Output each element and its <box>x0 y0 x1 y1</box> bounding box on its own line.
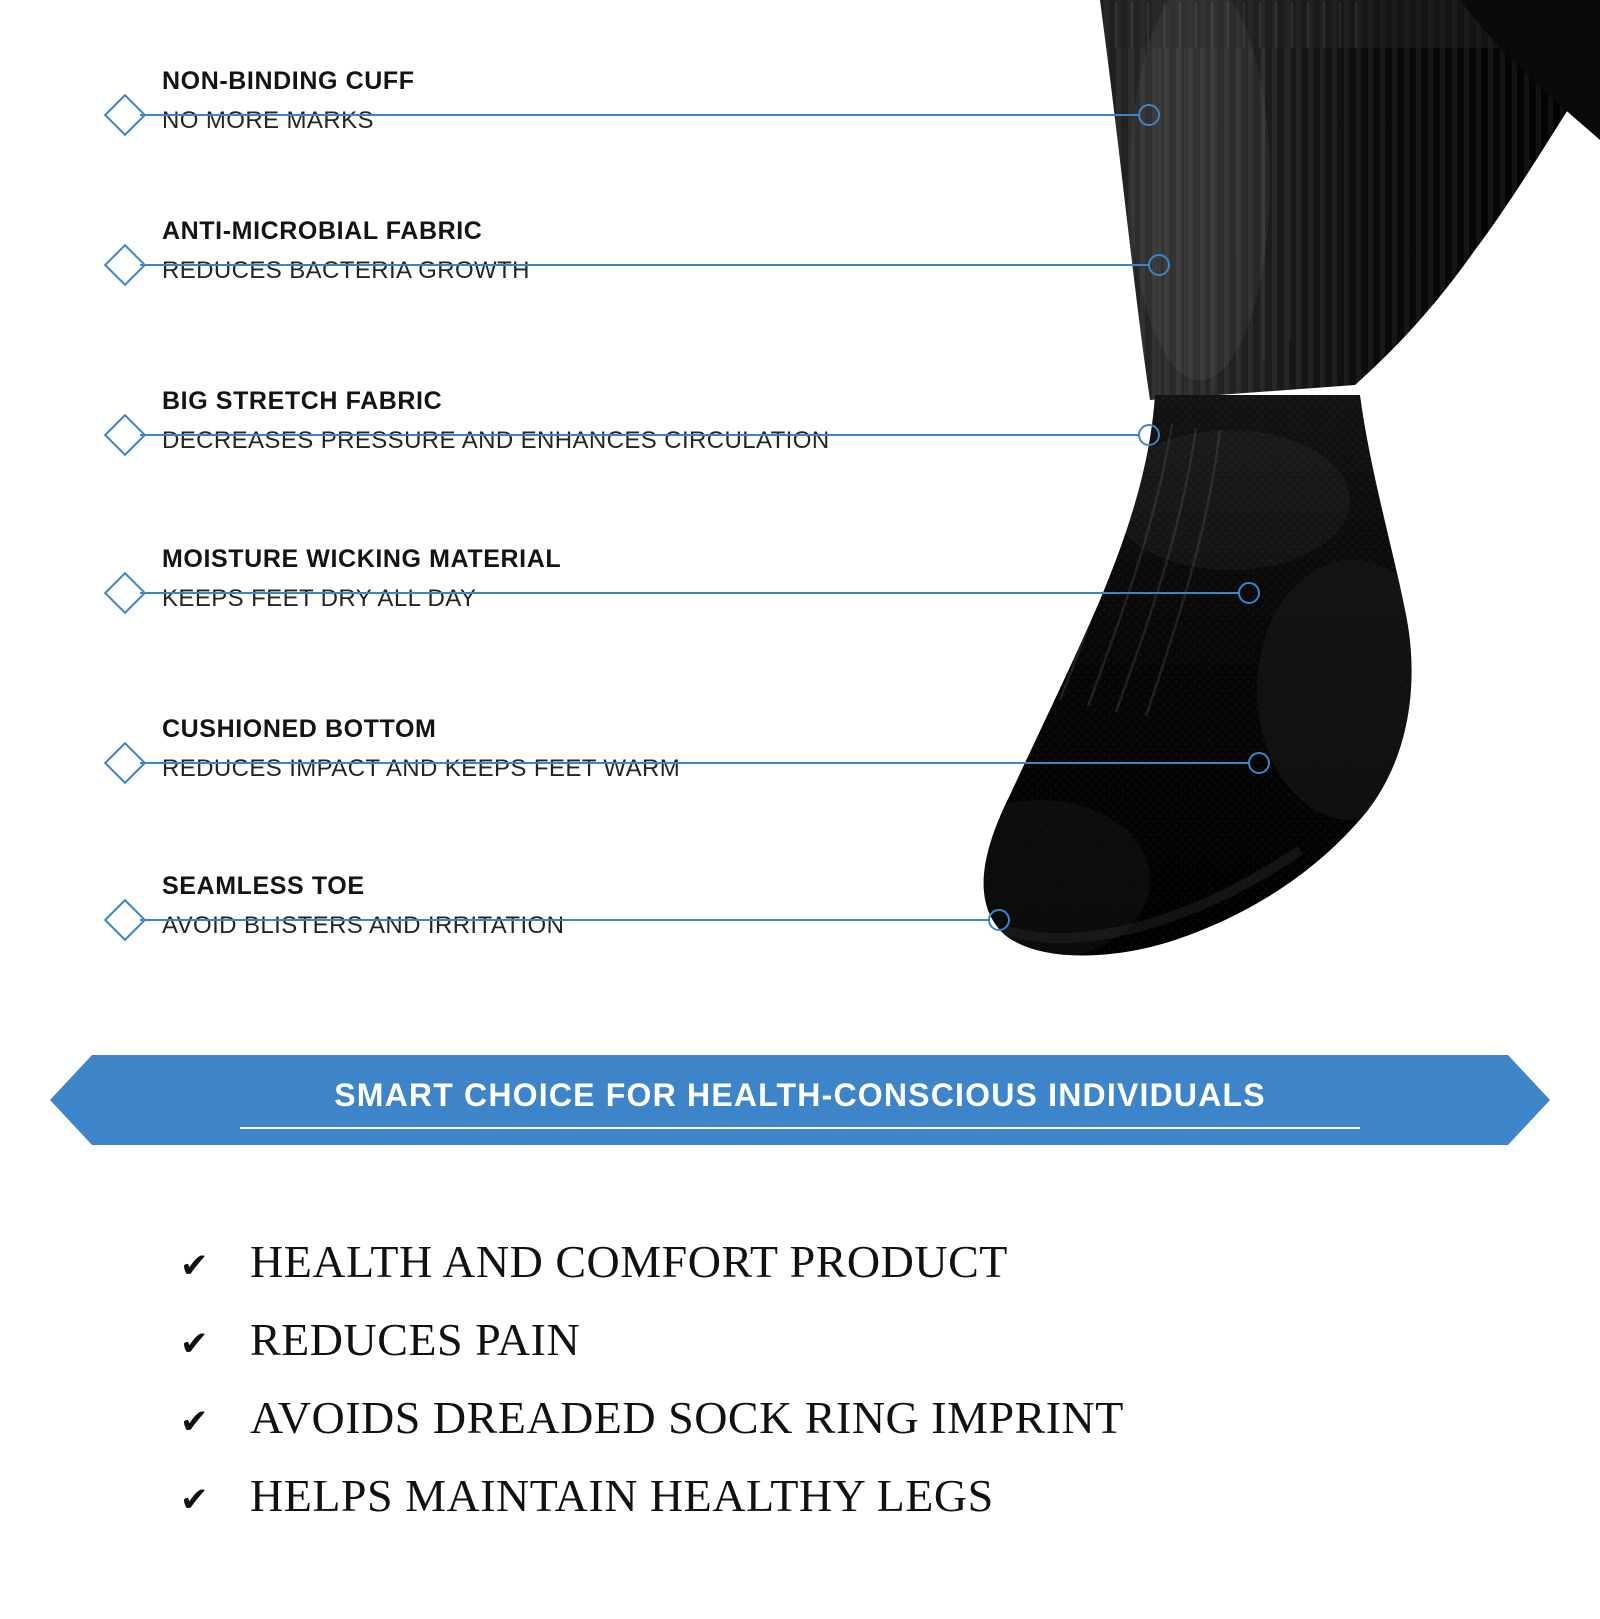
callout-title: BIG STRETCH FABRIC <box>162 387 443 415</box>
callout-marker-stretch <box>1138 424 1160 446</box>
check-icon: ✔ <box>180 1480 209 1520</box>
callout-subtitle: KEEPS FEET DRY ALL DAY <box>162 585 477 612</box>
callout-leader-line <box>140 114 1140 116</box>
callout-text <box>162 712 680 786</box>
callout-title: ANTI-MICROBIAL FABRIC <box>162 217 483 245</box>
callout-leader-line <box>140 592 1240 594</box>
check-icon: ✔ <box>180 1246 209 1286</box>
callout-text <box>162 542 561 616</box>
list-item <box>180 1313 1440 1391</box>
callout-title: CUSHIONED BOTTOM <box>162 715 437 743</box>
callout-title: SEAMLESS TOE <box>162 872 365 900</box>
callout-marker-cushion <box>1248 752 1270 774</box>
benefit-list <box>180 1235 1440 1547</box>
callout-subtitle: REDUCES IMPACT AND KEEPS FEET WARM <box>162 755 681 782</box>
callout-marker-antimicrobial <box>1148 254 1170 276</box>
list-item <box>180 1469 1440 1547</box>
list-item <box>180 1235 1440 1313</box>
callout-text <box>162 869 564 943</box>
callout-leader-line <box>140 762 1250 764</box>
callout-subtitle: NO MORE MARKS <box>162 107 374 134</box>
banner-title: SMART CHOICE FOR HEALTH-CONSCIOUS INDIVIDUALS <box>334 1076 1266 1113</box>
callout-text <box>162 214 530 288</box>
callout-marker-moisture <box>1238 582 1260 604</box>
callout-subtitle: DECREASES PRESSURE AND ENHANCES CIRCULATION <box>162 427 830 454</box>
callout-marker-cuff <box>1138 104 1160 126</box>
callout-text <box>162 64 415 138</box>
callout-leader-line <box>140 264 1150 266</box>
list-item-label: REDUCES PAIN <box>250 1314 581 1365</box>
callout-leader-line <box>140 434 1140 436</box>
callout-text <box>162 384 830 458</box>
list-item <box>180 1391 1440 1469</box>
callout-leader-line <box>140 919 990 921</box>
check-icon: ✔ <box>180 1324 209 1364</box>
callout-title: NON-BINDING CUFF <box>162 67 415 95</box>
banner-underline <box>240 1127 1360 1129</box>
list-item-label: HEALTH AND COMFORT PRODUCT <box>250 1236 1008 1287</box>
banner <box>50 1055 1550 1145</box>
list-item-label: HELPS MAINTAIN HEALTHY LEGS <box>250 1470 994 1521</box>
callout-subtitle: REDUCES BACTERIA GROWTH <box>162 257 530 284</box>
callout-title: MOISTURE WICKING MATERIAL <box>162 545 562 573</box>
callout-subtitle: AVOID BLISTERS AND IRRITATION <box>162 912 565 939</box>
check-icon: ✔ <box>180 1402 209 1442</box>
callout-marker-toe <box>988 909 1010 931</box>
list-item-label: AVOIDS DREADED SOCK RING IMPRINT <box>250 1392 1124 1443</box>
